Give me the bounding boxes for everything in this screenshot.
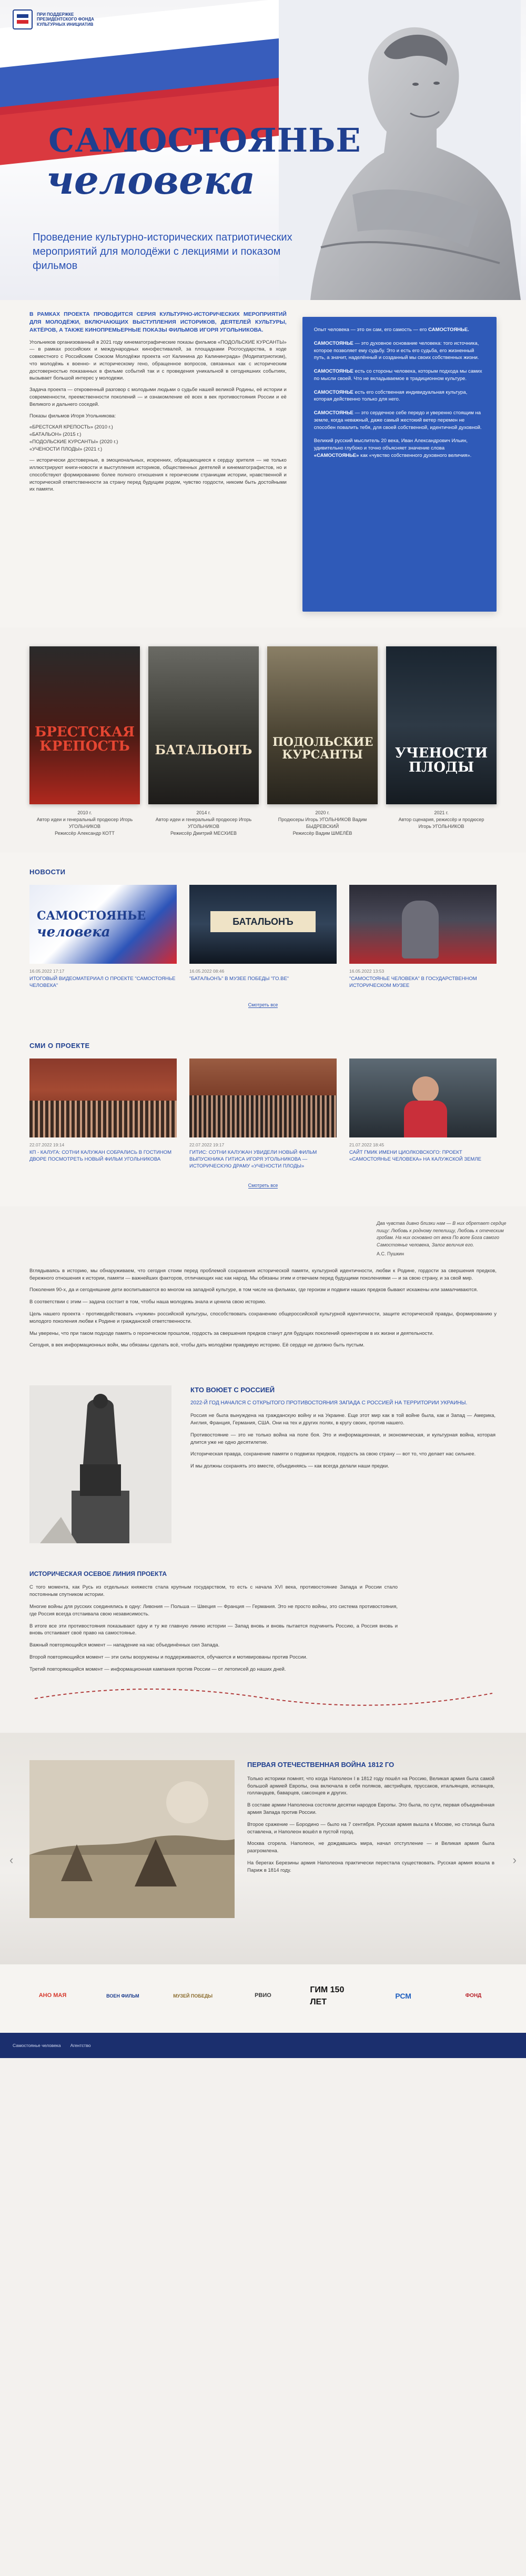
war-paragraph: Второе сражение — Бородино — было на 7 сентября. Русская армия вышла к Москве, но столица была оставлена, и Наполеон вошёл в пустой город. <box>247 1821 494 1835</box>
media-card[interactable] <box>349 1059 497 1170</box>
war-paragraph: Москва сгорела. Наполеон, не дождавшись мира, начал отступление — и Великая армия была разгромлена. <box>247 1841 494 1854</box>
film-year: 2010 г. <box>77 810 92 815</box>
media-title: СМИ О ПРОЕКТЕ <box>29 1041 90 1050</box>
footer-right[interactable]: Агентство <box>70 2042 91 2048</box>
media-title-link[interactable]: САЙТ ГМИК ИМЕНИ ЦИОЛКОВСКОГО: ПРОЕКТ «САМОСТОЯНЬЕ ЧЕЛОВЕКА» НА КАЛУЖСКОЙ ЗЕМЛЕ <box>349 1150 481 1162</box>
who-paragraph: Россия не была вынуждена на гражданскую войну и на Украине. Еще этот мир как в той войне была, как и Запад — Америка, Англия, Франция, Германия, США. Они на тех и других полях, в кругу своих, против нашего. <box>190 1413 495 1426</box>
film-card[interactable] <box>267 646 378 837</box>
partner-logo[interactable]: ГИМ 150 ЛЕТ <box>310 1985 345 2007</box>
news-title-link[interactable]: "БАТАЛЬОНЪ" В МУЗЕЕ ПОБЕДЫ "ГО.ВЕ" <box>189 976 289 982</box>
slider-prev-arrow-icon[interactable]: ‹ <box>9 1853 14 1867</box>
news-image[interactable]: БАТАЛЬОНЪ <box>189 885 337 964</box>
media-date: 22.07.2022 19:14 <box>29 1142 65 1147</box>
intro-paragraph: Угольников организованный в 2021 году кинематографические показы фильмов «ПОДОЛЬСКИЕ КУРСАНТЫ» — в рамках российских и международных кинофестивалей, за площадками Росгосударства, в ходе совместного с Российским Союзом Молодёжи проекта «от Калинина до Калининграда» (Модипатриотизм), что молодёжь к военно- и историческому гено, обращенное вопросов, связанных как с историческим достоверностью показанных в фильме событий так и с проведения уникальной в сегодняшних событиях, вызывает большой интерес у молодежи. <box>29 339 287 382</box>
fund-logo-icon <box>13 9 33 29</box>
hist-paragraph: Важный повторяющийся момент — нападение на нас объединённых сил Запада. <box>29 1642 220 1649</box>
partner-logo[interactable]: АНО МАЯ <box>38 1992 67 1999</box>
war-slider <box>0 1733 526 1964</box>
main-paragraph: Цель нашего проекта - противодействовать «чужим» российской культуры, способствовать сохранению общероссийской культурной идентичности, защите исторической правды, формированию у молодого поколения любви к Родине и гражданской ответственности. <box>29 1311 497 1324</box>
news-title: НОВОСТИ <box>29 868 66 876</box>
main-paragraph: Вглядываясь в историю, мы обнаруживаем, что сегодня стоим перед проблемой сохранения исторической памяти, культурной идентичности, любви к Родине, гордости за свершения предков, бережного отношения к истории, памяти — важнейших факторов, отличающих нас как народ. Мы обязаны этим и отвечаем перед будущими поколениями — и за свою страну, и за свой мир. <box>29 1267 497 1281</box>
monument-image <box>29 1385 171 1543</box>
films-section <box>0 627 526 853</box>
quote-section <box>0 1206 526 1364</box>
who-text <box>190 1385 495 1543</box>
war-heading: ПЕРВАЯ ОТЕЧЕСТВЕННАЯ ВОЙНА 1812 ГО <box>247 1761 394 1769</box>
hist-paragraph: Многие войны для русских соединялись в одну: Ливония — Польша — Швеция — Франция — Германия. Это не просто войны, это система противостояния, где Россия всегда отстаивала свою независимость. <box>29 1603 398 1617</box>
hist-paragraph: С того момента, как Русь из отдельных княжеств стала крупным государством, то есть с начала XVI века, противостояние Запада и России стало постоянным спутником истории. <box>29 1584 398 1598</box>
film-poster[interactable]: УЧЕНОСТИ ПЛОДЫ <box>386 646 497 804</box>
news-image[interactable] <box>349 885 497 964</box>
films-list: «БРЕСТСКАЯ КРЕПОСТЬ» (2010 г.) «БАТАЛЬОН» (2015 г.) «ПОДОЛЬСКИЕ КУРСАНТЫ» (2020 г.) «УЧЕНОСТИ ПЛОДЫ» (2021 г.) <box>29 424 118 452</box>
film-card[interactable] <box>148 646 259 837</box>
battle-painting-image <box>29 1760 235 1918</box>
main-paragraph: В соответствии с этим — задача состоит в том, чтобы наша молодежь знала и ценила свою историю. <box>29 1299 267 1305</box>
definition-paragraph: Великий русский мыслитель 20 века, Иван Александрович Ильин, удивительно глубоко и точно объясняет значение слова «САМОСТОЯНЬЕ» как «чувство собственного духовного величия». <box>313 438 472 458</box>
intro-paragraph: — исторически достоверные, в эмоциональных, искренних, обращающиеся к сердцу зрителя — не только иллюстрируют книги-новости и выступления историков, общественных деятелей и кинематографистов, но и способствуют формированию более полного отношения к героическим страницам истории, нравственной и исторической ответственности за страну перед будущим родом, чувство гордости, никоим быть достойными их памяти. <box>29 457 287 493</box>
definition-paragraph: Опыт человека — это он сам, его самость — его САМОСТОЯНЬЕ. <box>313 327 469 333</box>
media-more-link[interactable]: Смотреть все <box>248 1182 278 1188</box>
main-paragraph: Мы уверены, что при таком подходе память о героическом прошлом, гордость за свершения предков станут для будущих поколений ориентиром в их жизни и деятельности. <box>29 1330 434 1336</box>
news-title-link[interactable]: ИТОГОВЫЙ ВИДЕОМАТЕРИАЛ О ПРОЕКТЕ "САМОСТОЯНЬЕ ЧЕЛОВЕКА" <box>29 976 176 989</box>
who-paragraph: Противостояние — это не только война на поле боя. Это и информационная, и экономическая, и культурная война, которая длится уже не одно десятилетие. <box>190 1432 495 1445</box>
media-section <box>0 1026 526 1207</box>
war-paragraph: В составе армии Наполеона состояли десятки народов Европы. Это была, по сути, первая объединённая армия Запада против России. <box>247 1802 494 1816</box>
news-image[interactable]: САМОСТОЯНЬЕ человека <box>29 885 177 964</box>
quote-text: Два чувства дивно близки нам — В них обретает сердце пищу: Любовь к родному пепелищу, Любовь к отеческим гробам. На них основано от века По воле Бога самого Самостоянье человека, Залог величия его. <box>377 1221 507 1247</box>
media-image[interactable] <box>349 1059 497 1137</box>
film-card[interactable] <box>386 646 497 837</box>
footer-left[interactable]: Самостоянье человека <box>13 2042 61 2048</box>
definition-paragraph: САМОСТОЯНЬЕ есть его собственная индивидуальная культура, которая действенно только для него. <box>313 389 468 403</box>
war-slide <box>29 1760 497 1934</box>
who-paragraph: Историческая правда, сохранение памяти о подвигах предков, гордость за свою страну — вот то, что делает нас сильнее. <box>190 1451 476 1457</box>
definition-paragraph: САМОСТОЯНЬЕ — это духовное основание человека: того источника, которое позволяет ему судьбу. Это и есть его судьба, его жизненный путь, а значит, наделённый и созданный мы своих собственных жизни. <box>313 340 479 361</box>
news-more-link[interactable]: Смотреть все <box>248 1002 278 1007</box>
news-card[interactable] <box>189 885 337 990</box>
film-year: 2014 г. <box>196 810 211 815</box>
definition-paragraph: САМОСТОЯНЬЕ — это сердечное себе передо и уверенно стоящим на земле, когда неважный, даже самый жестокий ветер перемен не способен повалить тебя, для своей собственной, идентичной духовной. <box>313 410 482 431</box>
hist-paragraph: Второй повторяющийся момент — эти силы вооружены и поддерживаются, обучаются и мотивированы против России. <box>29 1654 308 1660</box>
film-poster[interactable]: БАТАЛЬОНЪ <box>148 646 259 804</box>
who-kicker: 2022-Й ГОД НАЧАЛСЯ С ОТКРЫТОГО ПРОТИВОСТОЯНИЯ ЗАПАДА С РОССИЕЙ НА ТЕРРИТОРИИ УКРАИНЫ. <box>190 1400 468 1406</box>
historical-line-section <box>0 1564 526 1733</box>
news-card[interactable] <box>349 885 497 990</box>
film-director: Режиссёр Дмитрий МЕСХИЕВ <box>170 831 237 836</box>
media-card[interactable] <box>189 1059 337 1170</box>
news-title-link[interactable]: "САМОСТОЯНЬЕ ЧЕЛОВЕКА" В ГОСУДАРСТВЕННОМ ИСТОРИЧЕСКОМ МУЗЕЕ <box>349 976 477 989</box>
film-credit: Автор идеи и генеральный продюсер Игорь УГОЛЬНИКОВ <box>36 817 133 830</box>
media-card[interactable] <box>29 1059 177 1170</box>
war-paragraph: На берегах Березины армия Наполеона практически перестала существовать. Русская армия вошла в Париж в 1814 году. <box>247 1860 494 1873</box>
main-paragraph: Поколения 90-х, да и сегодняшние дети воспитываются во многом на западной культуре, в том числе на фильмах, где героизм и подвиги наших предков бывают искажены или замалчиваются. <box>29 1287 478 1293</box>
news-section <box>0 853 526 1026</box>
film-poster[interactable]: БРЕСТСКАЯ КРЕПОСТЬ <box>29 646 140 804</box>
war-paragraph: Только историки помнят, что когда Наполеон I в 1812 году пошёл на Россию, Великая армия была самой большой армией Европы, она включала в себя поляков, австрийцев, пруссаков, итальянцев, испанцев, голландцев, баварцев, саксонцев и других. <box>247 1775 494 1796</box>
film-credit: Продюсеры Игорь УГОЛЬНИКОВ Вадим БЫДРЕВСКИЙ <box>278 817 367 830</box>
film-director: Режиссёр Александр КОТТ <box>55 831 115 836</box>
hero-title-line1: САМОСТОЯНЬЕ <box>48 121 361 159</box>
media-title-link[interactable]: ГИТИС: СОТНИ КАЛУЖАН УВИДЕЛИ НОВЫЙ ФИЛЬМ ВЫПУСКНИКА ГИТИСА ИГОРЯ УГОЛЬНИКОВА — ИСТОРИЧЕСКУЮ ДРАМУ «УЧЕНОСТИ ПЛОДЫ» <box>189 1150 317 1169</box>
media-image[interactable] <box>29 1059 177 1137</box>
intro-text <box>29 311 287 612</box>
partner-logo[interactable]: ВОЕН ФИЛЬМ <box>106 1993 139 1999</box>
partner-logo[interactable]: ФОНД <box>465 1992 482 1999</box>
film-director: Режиссёр Вадим ШМЕЛЁВ <box>292 831 352 836</box>
intro-section <box>0 300 526 627</box>
logo-text: ПРИ ПОДДЕРЖКЕ ПРЕЗИДЕНТСКОГО ФОНДА КУЛЬТУРНЫХ ИНИЦИАТИВ <box>37 12 94 27</box>
footer <box>0 2033 526 2058</box>
intro-paragraph: Задача проекта — откровенный разговор с молодыми людьми о судьбе нашей великой Родины, её истории и современности, преемственности поколений — и ознакомление её всех в век противостояния России и её Великого и дальнего соседей. <box>29 387 287 407</box>
pushkin-quote <box>377 1220 513 1258</box>
hist-heading: ИСТОРИЧЕСКАЯ ОСЕВОЕ ЛИНИЯ ПРОЕКТА <box>29 1570 167 1578</box>
who-section <box>0 1364 526 1564</box>
hero-title-line2: человека <box>46 158 256 203</box>
film-credit: Автор сценария, режиссёр и продюсер <box>398 817 484 823</box>
film-credit: Автор идеи и генеральный продюсер Игорь УГОЛЬНИКОВ <box>155 817 252 830</box>
news-date: 16.05.2022 13:53 <box>349 969 385 974</box>
film-card[interactable] <box>29 646 140 837</box>
film-poster[interactable]: ПОДОЛЬСКИЕ КУРСАНТЫ <box>267 646 378 804</box>
main-paragraph: Сегодня, в век информационных войн, мы обязаны сделать всё, чтобы дать молодёжи правдивую историю. Её сердце не должно быть пустым. <box>29 1342 365 1349</box>
definition-box <box>302 317 497 612</box>
timeline-divider <box>29 1678 497 1714</box>
film-year: 2021 г. <box>434 810 449 815</box>
media-date: 21.07.2022 18:45 <box>349 1142 385 1147</box>
partner-logo[interactable]: РВИО <box>255 1992 271 1999</box>
definition-paragraph: САМОСТОЯНЬЕ есть со стороны человека, которым подхода мы самих по мысли своей. Что не вкладываемое в традиционном культуре. <box>313 368 482 382</box>
who-paragraph: И мы должны сохранять это вместе, объединяясь — как всегда делали наши предки. <box>190 1463 389 1470</box>
partners-section <box>0 1964 526 2033</box>
media-title-link[interactable]: КП - КАЛУГА: СОТНИ КАЛУЖАН СОБРАЛИСЬ В ГОСТИНОМ ДВОРЕ ПОСМОТРЕТЬ НОВЫЙ ФИЛЬМ УГОЛЬНИКОВА <box>29 1150 172 1162</box>
partner-logo[interactable]: МУЗЕЙ ПОБЕДЫ <box>173 1993 213 1999</box>
logo[interactable] <box>13 9 105 29</box>
war-text <box>247 1760 494 1934</box>
intro-lead: В РАМКАХ ПРОЕКТА ПРОВОДИТСЯ СЕРИЯ КУЛЬТУРНО-ИСТОРИЧЕСКИХ МЕРОПРИЯТИЙ ДЛЯ МОЛОДЁЖИ, ВКЛЮЧАЮЩИХ ВЫСТУПЛЕНИЯ ИСТОРИКОВ, ДЕЯТЕЛЕЙ КУЛЬТУРЫ, АКТЁРОВ, А ТАКЖЕ КИНОПРЕМЬЕРНЫЕ ПОКАЗЫ ФИЛЬМОВ ИГОРЯ УГОЛЬНИКОВА. <box>29 311 287 334</box>
media-image[interactable] <box>189 1059 337 1137</box>
media-date: 22.07.2022 19:17 <box>189 1142 225 1147</box>
who-heading: КТО ВОЮЕТ С РОССИЕЙ <box>190 1386 275 1394</box>
film-year: 2020 г. <box>315 810 330 815</box>
news-date: 16.05.2022 08:46 <box>189 969 225 974</box>
hist-paragraph: Третий повторяющийся момент — информационная кампания против России — от летописей до наших дней. <box>29 1666 286 1672</box>
news-date: 16.05.2022 17:17 <box>29 969 65 974</box>
slider-next-arrow-icon[interactable]: › <box>512 1853 517 1867</box>
hero-subtitle: Проведение культурно-исторических патриотических мероприятий для молодёжи с лекциями и показом фильмов <box>33 232 292 272</box>
main-text <box>29 1267 497 1349</box>
hero <box>0 0 526 300</box>
films-heading: Показы фильмов Игоря Угольникова: <box>29 413 116 419</box>
hist-paragraph: В итоге все эти противостояния показывают одну и ту же главную линию истории — Запад вновь и вновь пытается подчинить Россию, а Россия вновь и вновь отстаивает своё право на самостоянье. <box>29 1623 398 1636</box>
film-director: Игорь УГОЛЬНИКОВ <box>418 824 464 830</box>
quote-author: А.С. Пушкин <box>377 1251 404 1257</box>
news-card[interactable] <box>29 885 177 990</box>
partner-logo[interactable]: РСМ <box>395 1991 411 2000</box>
